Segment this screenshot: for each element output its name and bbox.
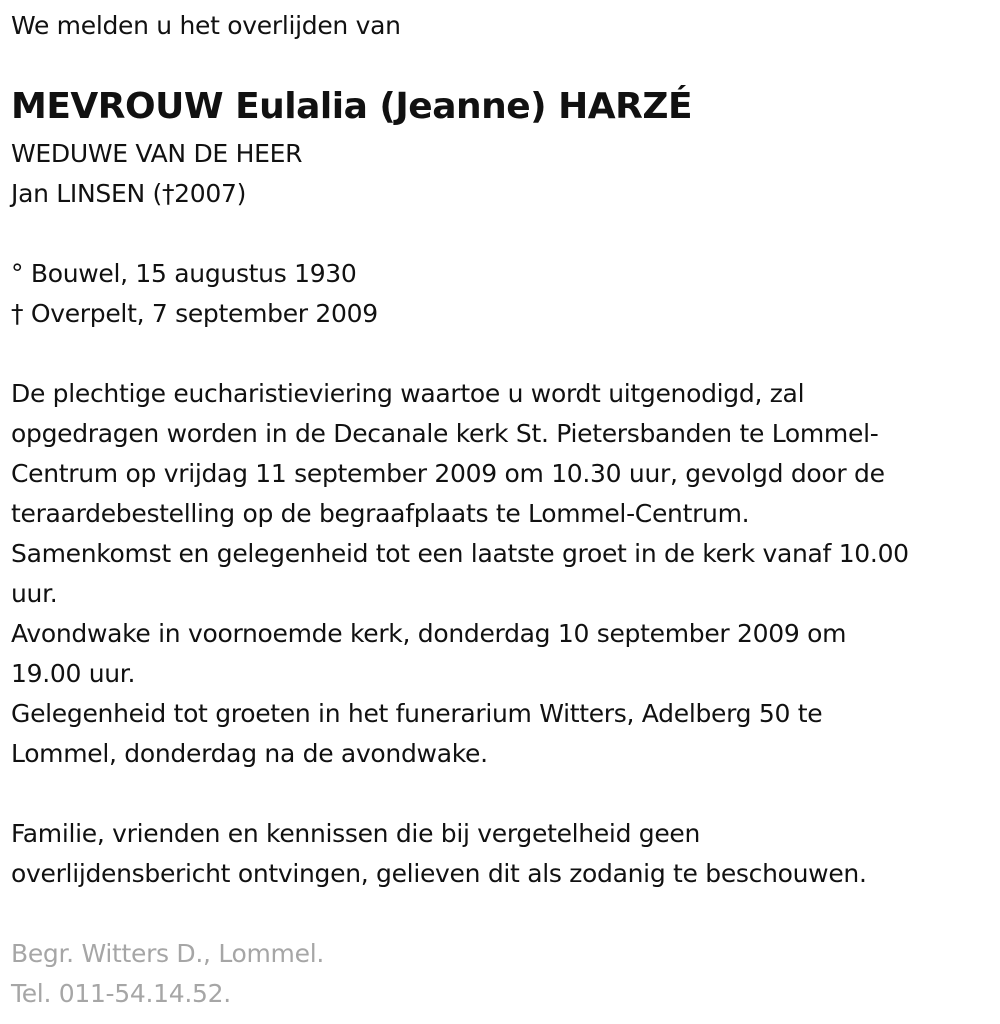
ceremony-line: Lommel, donderdag na de avondwake. [11, 739, 488, 768]
ceremony-line: De plechtige eucharistieviering waartoe u wordt uitgenodigd, zal [11, 379, 805, 408]
closing-block [11, 814, 867, 894]
undertaker-phone: Tel. 011-54.14.52. [11, 979, 231, 1008]
death-line: † Overpelt, 7 september 2009 [11, 299, 378, 328]
spouse-block [11, 134, 302, 214]
ceremony-line: opgedragen worden in de Decanale kerk St. Pietersbanden te Lommel- [11, 419, 879, 448]
closing-line: overlijdensbericht ontvingen, gelieven dit als zodanig te beschouwen. [11, 859, 867, 888]
ceremony-line: teraardebestelling op de begraafplaats te Lommel-Centrum. [11, 499, 750, 528]
deceased-name: MEVROUW Eulalia (Jeanne) HARZÉ [11, 86, 693, 127]
birth-line: ° Bouwel, 15 augustus 1930 [11, 259, 357, 288]
undertaker-name: Begr. Witters D., Lommel. [11, 939, 324, 968]
intro-text: We melden u het overlijden van [11, 11, 401, 40]
undertaker-block [11, 934, 324, 1014]
ceremony-block [11, 374, 909, 774]
ceremony-line: uur. [11, 579, 58, 608]
ceremony-line: Samenkomst en gelegenheid tot een laatste groet in de kerk vanaf 10.00 [11, 539, 909, 568]
spouse-title: WEDUWE VAN DE HEER [11, 139, 303, 168]
dates-block [11, 254, 378, 334]
ceremony-line: Avondwake in voornoemde kerk, donderdag 10 september 2009 om [11, 619, 847, 648]
ceremony-line: Centrum op vrijdag 11 september 2009 om 10.30 uur, gevolgd door de [11, 459, 885, 488]
ceremony-line: 19.00 uur. [11, 659, 136, 688]
ceremony-line: Gelegenheid tot groeten in het funerarium Witters, Adelberg 50 te [11, 699, 823, 728]
spouse-name: Jan LINSEN (†2007) [11, 179, 247, 208]
closing-line: Familie, vrienden en kennissen die bij vergetelheid geen [11, 819, 701, 848]
